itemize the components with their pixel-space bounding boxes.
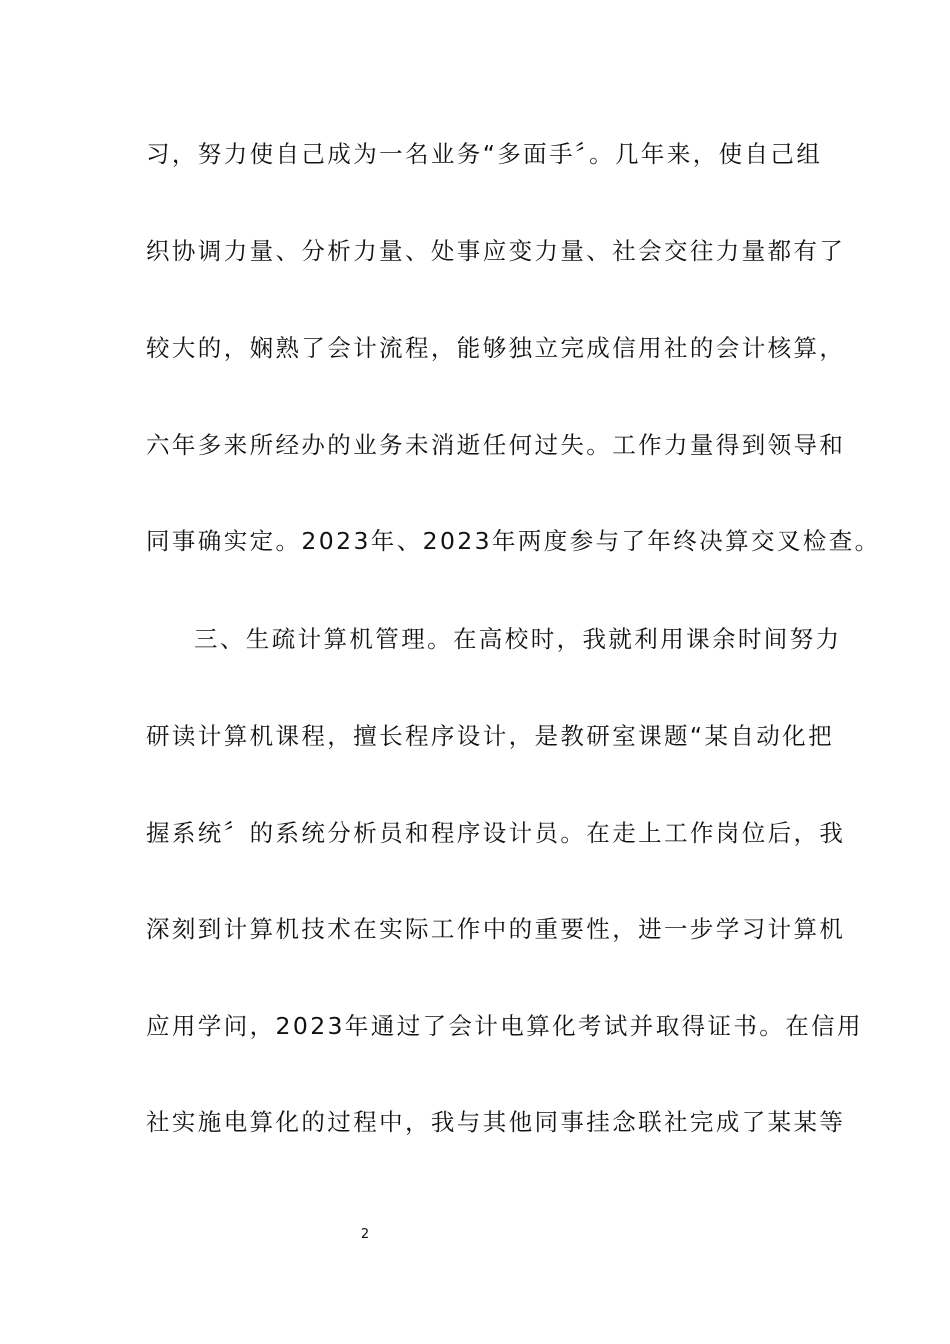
- text-line: 习，努力使自己成为一名业务“多面手〞。几年来，使自己组: [146, 140, 823, 168]
- text-line: 深刻到计算机技术在实际工作中的重要性，进一步学习计算机: [146, 915, 846, 943]
- text-line: 织协调力量、分析力量、处事应变力量、社会交往力量都有了: [146, 237, 846, 265]
- text-line: 握系统〞的系统分析员和程序设计员。在走上工作岗位后，我: [146, 819, 846, 847]
- text-line: 六年多来所经办的业务未消逝任何过失。工作力量得到领导和: [146, 431, 846, 459]
- text-line: 研读计算机课程，擅长程序设计，是教研室课题“某自动化把: [146, 722, 834, 750]
- text-line: 社实施电算化的过程中，我与其他同事挂念联社完成了某某等: [146, 1108, 846, 1136]
- page-number: 2: [360, 1227, 370, 1242]
- paragraph-start-line: 三、生疏计算机管理。在高校时，我就利用课余时间努力: [194, 625, 842, 653]
- text-line: 同事确实定。2023年、2023年两度参与了年终决算交叉检查。: [146, 527, 881, 555]
- text-line: 较大的，娴熟了会计流程，能够独立完成信用社的会计核算，: [146, 334, 846, 362]
- text-line: 应用学问，2023年通过了会计电算化考试并取得证书。在信用: [146, 1012, 863, 1040]
